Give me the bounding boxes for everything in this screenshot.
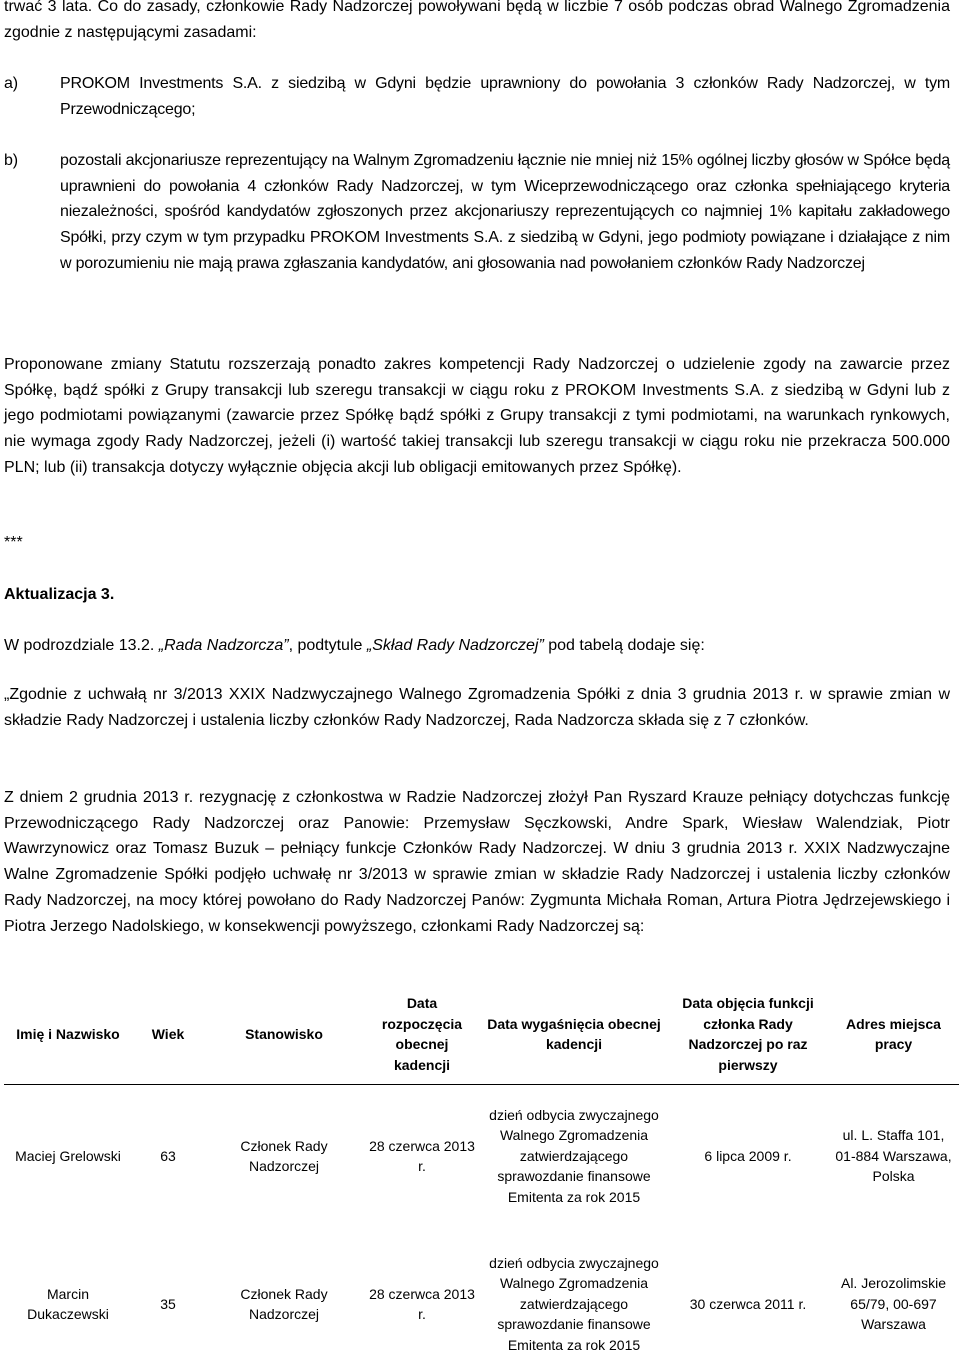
cell-term-end: dzień odbycia zwyczajnego Walnego Zgromadzenia zatwierdzającego sprawozdanie finansowe Emitenta za rok 2015: [489, 1254, 659, 1353]
rule-marker: a): [4, 75, 18, 92]
cell-name: Maciej Grelowski: [15, 1147, 121, 1164]
table-row: [4, 1241, 959, 1367]
subsection-suffix: pod tabelą dodaje się:: [543, 637, 705, 654]
cell-first-appointment: 30 czerwca 2011 r.: [689, 1295, 807, 1312]
cell-work-address: ul. L. Staffa 101, 01-884 Warszawa, Polska: [835, 1127, 952, 1185]
header-term-end: Data wygaśnięcia obecnej kadencji: [480, 984, 668, 1085]
cell-term-end: dzień odbycia zwyczajnego Walnego Zgromadzenia zatwierdzającego sprawozdanie finansowe Emitenta za rok 2015: [489, 1106, 659, 1205]
subsection-subtitle: „Skład Rady Nadzorczej”: [366, 637, 544, 654]
proposal-paragraph: Proponowane zmiany Statutu rozszerzają ponadto zakres kompetencji Rady Nadzorczej o udzielenie zgody na zawarcie przez Spółkę, bądź spółki z Grupy transakcji lub szeregu transakcji w ciągu roku z PROKOM Investments S.A. z siedzibą w Gdyni lub z jego podmiotami powiązanymi (zawarcie przez Spółkę bądź spółki z Grupy transakcji z tymi podmiotami, na warunkach rynkowych, nie wymaga zgody Rady Nadzorczej, jeżeli (i) wartość takiej transakcji lub szeregu transakcji w ciągu roku nie przekracza 500.000 PLN; lub (ii) transakcja dotyczy wyłącznie objęcia akcji lub obligacji emitowanych przez Spółkę).: [4, 356, 950, 476]
table-header-row: [4, 984, 959, 1085]
cell-first-appointment: 6 lipca 2009 r.: [704, 1147, 792, 1164]
cell-age: 63: [160, 1147, 176, 1164]
header-age: Wiek: [132, 984, 204, 1085]
header-term-start: Data rozpoczęcia obecnej kadencji: [364, 984, 480, 1085]
header-name: Imię i Nazwisko: [4, 984, 132, 1085]
rule-text: PROKOM Investments S.A. z siedzibą w Gdyni będzie uprawniony do powołania 3 członków Rady Nadzorczej, w tym Przewodniczącego;: [60, 75, 950, 118]
subsection-line: [4, 633, 950, 659]
rule-marker: b): [4, 152, 18, 169]
quote-paragraph: „Zgodnie z uchwałą nr 3/2013 XXIX Nadzwyczajnego Walnego Zgromadzenia Spółki z dnia 3 grudnia 2013 r. w sprawie zmian w składzie Rady Nadzorczej i ustalenia liczby członków Rady Nadzorczej, Rada Nadzorcza składa się z 7 członków.: [4, 686, 950, 729]
subsection-title: „Rada Nadzorcza”: [158, 637, 289, 654]
table-row: [4, 1093, 959, 1219]
header-first-appointment: Data objęcia funkcji członka Rady Nadzorczej po raz pierwszy: [668, 984, 828, 1085]
cell-age: 35: [160, 1295, 176, 1312]
subsection-middle: , podtytule: [288, 637, 367, 654]
cell-position: Członek Rady Nadzorczej: [240, 1137, 328, 1174]
board-members-table: [4, 984, 959, 1367]
header-work-address: Adres miejsca pracy: [828, 984, 959, 1085]
cell-name: Marcin Dukaczewski: [27, 1285, 109, 1322]
cell-term-start: 28 czerwca 2013 r.: [369, 1137, 475, 1174]
cell-position: Członek Rady Nadzorczej: [240, 1285, 328, 1322]
header-position: Stanowisko: [204, 984, 364, 1085]
cell-term-start: 28 czerwca 2013 r.: [369, 1285, 475, 1322]
intro-paragraph: trwać 3 lata. Co do zasady, członkowie Rady Nadzorczej powoływani będą w liczbie 7 osób podczas obrad Walnego Zgromadzenia zgodnie z następującymi zasadami:: [4, 0, 950, 41]
subsection-prefix: W podrozdziale 13.2.: [4, 637, 159, 654]
update-heading: Aktualizacja 3.: [4, 586, 115, 603]
separator: ***: [4, 534, 23, 551]
rule-text: pozostali akcjonariusze reprezentujący na Walnym Zgromadzeniu łącznie nie mniej niż 15% ogólnej liczby głosów w Spółce będą uprawnieni do powołania 4 członków Rady Nadzorczej, w tym Wiceprzewodniczącego oraz członka spełniającego kryteria niezależności, spośród kandydatów zgłoszonych przez akcjonariuszy reprezentujących co najmniej 1% kapitału zakładowego Spółki, przy czym w tym przypadku PROKOM Investments S.A. z siedzibą w Gdyni, jego podmioty powiązane i działające z nim w porozumieniu nie mają prawa zgłaszania kandydatów, ani głosowania nad powołaniem członków Rady Nadzorczej: [60, 152, 950, 272]
resignation-paragraph: Z dniem 2 grudnia 2013 r. rezygnację z członkostwa w Radzie Nadzorczej złożył Pan Ryszard Krauze pełniący dotychczas funkcję Przewodniczącego Rady Nadzorczej oraz Panowie: Przemysław Sęczkowski, Andre Spark, Wiesław Walendziak, Piotr Wawrzynowicz oraz Tomasz Buzuk – pełniący funkcje Członków Rady Nadzorczej. W dniu 3 grudnia 2013 r. XXIX Nadzwyczajne Walne Zgromadzenie Spółki podjęło uchwałę nr 3/2013 w sprawie zmian w składzie Rady Nadzorczej i ustalenia liczby członków Rady Nadzorczej, na mocy której powołano do Rady Nadzorczej Panów: Zygmunta Michała Roman, Artura Piotra Jędrzejewskiego i Piotra Jerzego Nadolskiego, w konsekwencji powyższego, członkami Rady Nadzorczej są:: [4, 789, 950, 935]
cell-work-address: Al. Jerozolimskie 65/79, 00-697 Warszawa: [840, 1275, 947, 1333]
